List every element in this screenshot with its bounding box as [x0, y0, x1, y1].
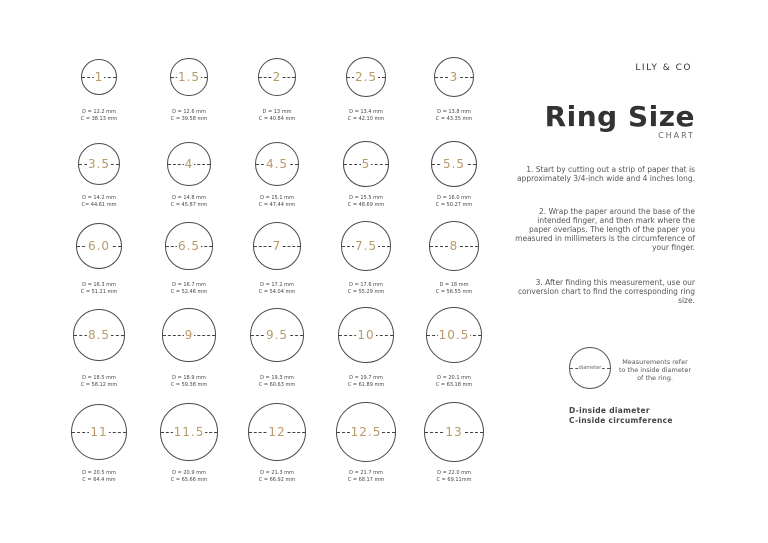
ring-measurements [144, 282, 234, 296]
ring-size-8-5 [73, 309, 125, 361]
ring-circumference: C = 45.87 mm [170, 202, 208, 208]
ring-measurements [144, 375, 234, 389]
ring-size-label: 8.5 [87, 328, 111, 342]
ring-size-label: 11 [90, 425, 108, 439]
ring-circumference: C = 55.29 mm [347, 289, 385, 295]
ring-size-7-5 [341, 221, 391, 271]
ring-size-12 [248, 403, 306, 461]
ring-size-label: 9 [184, 327, 194, 342]
ring-size-label: 9.5 [265, 327, 289, 342]
ring-diameter: D = 12.2 mm [82, 109, 116, 115]
ring-diameter: D = 18 mm [439, 282, 469, 288]
ring-size-label: 3 [449, 69, 459, 84]
ring-diameter: D = 13 mm [262, 109, 292, 115]
ring-diameter: D = 16.3 mm [82, 282, 116, 288]
ring-size-label: 2.5 [354, 69, 378, 84]
ring-measurements [409, 282, 499, 296]
ring-size-6-0 [76, 223, 122, 269]
ring-measurements [54, 109, 144, 123]
ring-size-9-5 [250, 308, 304, 362]
ring-size-7 [253, 222, 301, 270]
ring-size-label: 5.5 [442, 156, 466, 171]
ring-size-label: 1.5 [177, 69, 201, 84]
ring-diameter: D = 19.7 mm [349, 375, 383, 381]
ring-measurements [144, 195, 234, 209]
ring-diameter: D = 20.1 mm [437, 375, 471, 381]
ring-circumference: C = 63.18 mm [435, 382, 473, 388]
ring-circumference: C= 44.61 mm [81, 202, 117, 208]
ring-diameter: D = 20.5 mm [82, 470, 116, 476]
ring-circumference: C = 64.4 mm [82, 477, 116, 483]
ring-size-5-5 [431, 141, 478, 188]
ring-circumference: C = 54.04 mm [258, 289, 296, 295]
ring-measurements [232, 470, 322, 484]
ring-size-4 [167, 142, 210, 185]
diameter-diagram-icon [569, 347, 611, 389]
ring-size-9 [162, 308, 215, 361]
ring-size-5 [343, 141, 389, 187]
ring-diameter: D = 14.8 mm [172, 195, 206, 201]
ring-measurements [409, 195, 499, 209]
ring-size-label: 8 [449, 238, 459, 253]
ring-diameter: D = 19.3 mm [260, 375, 294, 381]
ring-size-label: 6.0 [87, 239, 111, 253]
ring-measurements [54, 470, 144, 484]
ring-circumference: C = 61.89 mm [347, 382, 385, 388]
ring-diameter: D = 13.8 mm [437, 109, 471, 115]
ring-size-label: 4.5 [265, 156, 289, 171]
ring-size-label: 5 [361, 156, 371, 171]
ring-circumference: C = 68.17 mm [347, 477, 385, 483]
ring-diameter: D = 13.4 mm [349, 109, 383, 115]
ring-measurements [409, 109, 499, 123]
diameter-label: diameter [578, 365, 602, 371]
ring-circumference: C = 51.21 mm [80, 289, 118, 295]
ring-size-11 [71, 404, 127, 460]
ring-diameter: D = 20.9 mm [172, 470, 206, 476]
ring-size-8 [429, 221, 480, 272]
ring-size-10 [338, 307, 394, 363]
ring-size-3-5 [78, 143, 120, 185]
brand-logo: LILY & CO [635, 63, 692, 73]
ring-size-label: 3.5 [87, 157, 111, 171]
ring-size-1-5 [170, 58, 207, 95]
ring-measurements [321, 282, 411, 296]
ring-circumference: C = 48.69 mm [347, 202, 385, 208]
ring-measurements [321, 470, 411, 484]
ring-measurements [54, 282, 144, 296]
legend-circumference: C-inside circumference [569, 416, 673, 425]
ring-diameter: D = 12.6 mm [172, 109, 206, 115]
ring-diameter: D = 15.1 mm [260, 195, 294, 201]
measurement-note: Measurements refer to the inside diameter of the ring. [618, 358, 692, 382]
ring-size-label: 1 [94, 70, 104, 84]
ring-size-2-5 [346, 57, 386, 97]
ring-circumference: C = 50.27 mm [435, 202, 473, 208]
page-title: Ring Size [544, 100, 695, 133]
ring-circumference: C = 52.46 mm [170, 289, 208, 295]
ring-measurements [321, 109, 411, 123]
ring-measurements [232, 375, 322, 389]
ring-diameter: D = 18.5 mm [82, 375, 116, 381]
ring-size-1 [81, 59, 117, 95]
ring-diameter: D = 21.7 mm [349, 470, 383, 476]
ring-size-10-5 [426, 307, 483, 364]
ring-measurements [321, 375, 411, 389]
ring-circumference: C = 69.11mm [436, 477, 472, 483]
ring-circumference: C = 38.13 mm [80, 116, 118, 122]
ring-circumference: C = 43.35 mm [435, 116, 473, 122]
ring-diameter: D = 17.2 mm [260, 282, 294, 288]
ring-size-13 [424, 402, 485, 463]
ring-measurements [144, 470, 234, 484]
ring-size-label: 12.5 [350, 424, 382, 439]
ring-circumference: C = 65.66 mm [170, 477, 208, 483]
ring-size-4-5 [255, 142, 299, 186]
ring-size-label: 12 [268, 424, 286, 439]
ring-measurements [409, 375, 499, 389]
ring-size-3 [434, 57, 475, 98]
step-3: 3. After finding this measurement, use our conversion chart to find the corresponding ring size. [517, 278, 695, 305]
ring-diameter: D = 22.0 mm [437, 470, 471, 476]
ring-circumference: C = 60.63 mm [258, 382, 296, 388]
ring-circumference: C = 58.12 mm [80, 382, 118, 388]
ring-size-label: 10.5 [438, 327, 470, 342]
ring-size-2 [258, 58, 296, 96]
ring-circumference: C = 42.10 mm [347, 116, 385, 122]
ring-measurements [232, 109, 322, 123]
ring-diameter: D = 14.2 mm [82, 195, 116, 201]
legend-diameter: D-inside diameter [569, 406, 650, 415]
ring-circumference: C = 66.92 mm [258, 477, 296, 483]
step-2: 2. Wrap the paper around the base of the intended finger, and then mark where the paper overlaps. The length of the paper you measured in millimeters is the circumference of your finger. [515, 207, 695, 252]
ring-size-label: 6.5 [177, 238, 201, 253]
ring-measurements [54, 195, 144, 209]
ring-diameter: D = 16.7 mm [172, 282, 206, 288]
ring-size-label: 10 [357, 327, 375, 342]
ring-circumference: C = 47.44 mm [258, 202, 296, 208]
ring-diameter: D = 15.5 mm [349, 195, 383, 201]
page-subtitle: CHART [658, 131, 695, 140]
ring-measurements [232, 282, 322, 296]
ring-diameter: D = 16.0 mm [437, 195, 471, 201]
ring-measurements [144, 109, 234, 123]
ring-circumference: C = 39.58 mm [170, 116, 208, 122]
ring-size-11-5 [160, 403, 217, 460]
ring-circumference: C = 56.55 mm [435, 289, 473, 295]
ring-size-label: 2 [272, 69, 282, 84]
ring-measurements [232, 195, 322, 209]
ring-measurements [409, 470, 499, 484]
ring-size-label: 7 [272, 238, 282, 253]
ring-diameter: D = 21.3 mm [260, 470, 294, 476]
ring-size-12-5 [336, 402, 396, 462]
ring-size-label: 11.5 [173, 424, 205, 439]
ring-circumference: C = 40.84 mm [258, 116, 296, 122]
ring-size-label: 13 [445, 424, 463, 439]
ring-measurements [54, 375, 144, 389]
ring-measurements [321, 195, 411, 209]
ring-size-6-5 [165, 222, 212, 269]
ring-circumference: C = 59.38 mm [170, 382, 208, 388]
step-1: 1. Start by cutting out a strip of paper that is approximately 3/4-inch wide and 4 inches long. [517, 165, 695, 183]
ring-size-label: 4 [184, 156, 194, 171]
ring-size-label: 7.5 [354, 238, 378, 253]
ring-diameter: D = 18.9 mm [172, 375, 206, 381]
ring-diameter: D = 17.6 mm [349, 282, 383, 288]
